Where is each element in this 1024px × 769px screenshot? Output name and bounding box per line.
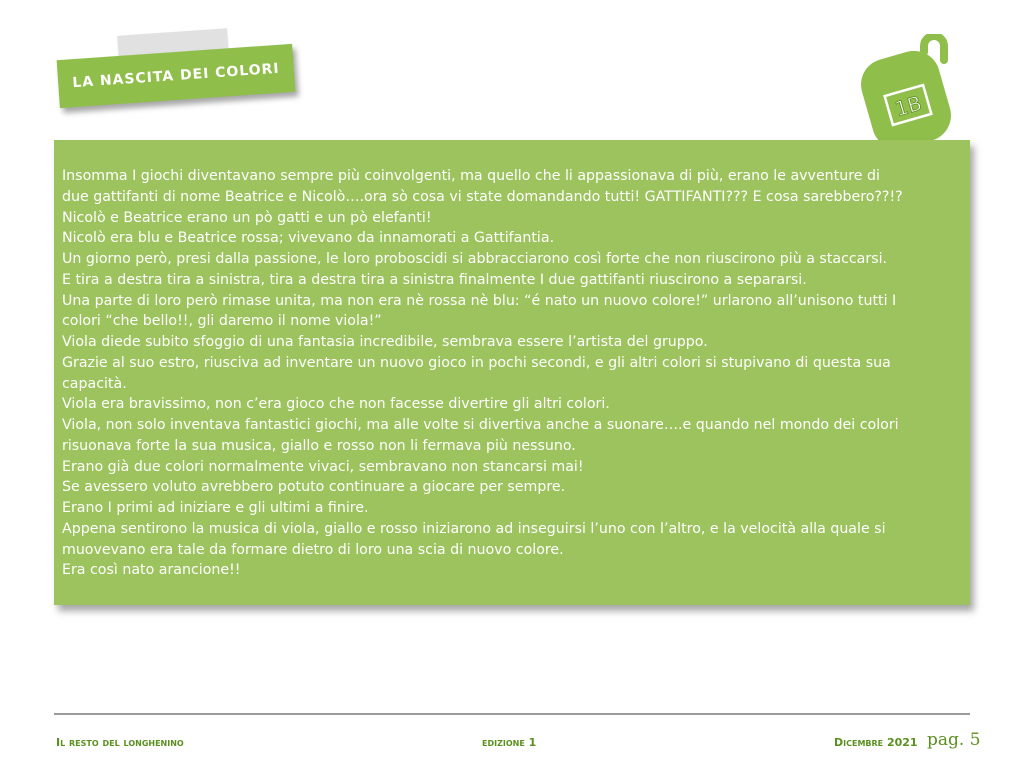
section-title-tag [57,44,296,108]
story-text [62,166,966,581]
footer-divider [54,713,970,715]
story-line: Appena sentirono la musica di viola, giallo e rosso iniziarono ad inseguirsi l’uno con l’altro, e la velocità alla quale si [62,520,886,537]
footer-date: Dicembre 2021 [834,736,918,749]
story-line: Nicolò era blu e Beatrice rossa; vivevano da innamorati a Gattifantia. [62,230,555,247]
footer-publication: Il resto del longhenino [56,736,184,749]
story-line: capacità. [62,375,127,392]
story-line: Grazie al suo estro, riusciva ad inventare un nuovo gioco in pochi secondi, e gli altri colori si stupivano di questa sua [62,354,891,371]
story-line: Era così nato arancione!! [62,562,241,579]
story-line: Viola diede subito sfoggio di una fantasia incredibile, sembrava essere l’artista del gruppo. [62,334,708,350]
story-line: colori “che bello!!, gli daremo il nome viola!” [62,313,382,330]
story-line: Nicolò e Beatrice erano un pò gatti e un pò elefanti! [62,209,432,226]
story-line: Erano già due colori normalmente vivaci, sembravano non stancarsi mai! [62,458,584,475]
story-line: Se avessero voluto avrebbero potuto continuare a giocare per sempre. [62,479,566,496]
story-line: Viola, non solo inventava fantastici giochi, ma alle volte si divertiva anche a suonare….e quando nel mondo dei colori [62,417,899,433]
story-panel [54,140,970,605]
story-line: muovevano era tale da formare dietro di loro una scia di nuovo colore. [62,541,564,558]
story-line: Una parte di loro però rimase unita, ma non era nè rossa nè blu: “é nato un nuovo colore!” urlarono all’unisono tutti I [62,292,897,309]
story-line: Insomma I giochi diventavano sempre più coinvolgenti, ma quello che li appassionava di più, erano le avventure di [62,168,880,184]
class-badge-icon [860,34,952,152]
story-line: Erano I primi ad iniziare e gli ultimi a finire. [62,500,369,516]
story-line: due gattifanti di nome Beatrice e Nicolò….ora sò cosa vi state domandando tutti! GATTIFANTI??? E cosa sarebbero??!? [62,188,903,205]
story-line: risuonava forte la sua musica, giallo e rosso non li fermava più nessuno. [62,437,576,454]
footer-edition: edizione 1 [482,736,537,749]
footer-page-number: pag. 5 [927,730,981,750]
story-line: Un giorno però, presi dalla passione, le loro proboscidi si abbracciarono così forte che non riuscirono più a staccarsi. [62,251,888,267]
badge-label: 1B [892,90,925,122]
story-line: E tira a destra tira a sinistra, tira a destra tira a sinistra finalmente I due gattifanti riuscirono a separarsi. [62,271,807,288]
section-title: LA NASCITA DEI COLORI [71,60,281,92]
story-line: Viola era bravissimo, non c’era gioco che non facesse divertire gli altri colori. [62,396,610,413]
